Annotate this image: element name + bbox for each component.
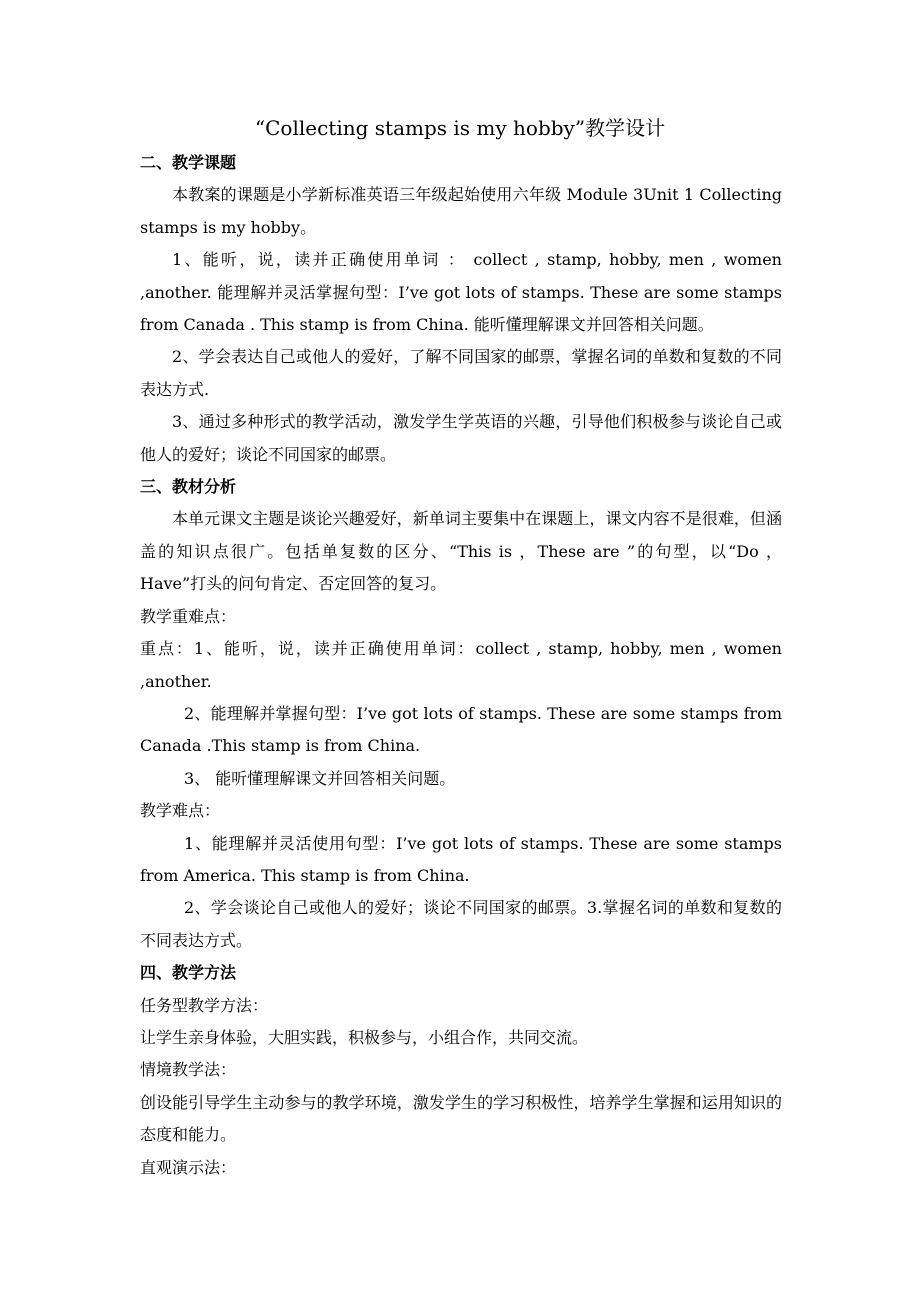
goal-paragraph-1: 1、能听，说，读并正确使用单词 ： collect , stamp, hobby, men , women ,another. 能理解并灵活掌握句型：I’ve got lots of stamps. These are some stamps from Canada . This stamp is from China. 能听懂理解课文并回答相关问题。	[140, 250, 782, 335]
method-3-label: 直观演示法：	[140, 1157, 237, 1177]
topic-intro-paragraph: 本教案的课题是小学新标准英语三年级起始使用六年级 Module 3Unit 1 Collecting stamps is my hobby。	[140, 185, 782, 237]
section-heading-topic: 二、教学课题	[140, 153, 237, 172]
goal-paragraph-3: 3、通过多种形式的教学活动，激发学生学英语的兴趣，引导他们积极参与谈论自己或他人的爱好；谈论不同国家的邮票。	[140, 412, 782, 464]
key-point-1: 重点：1、能听，说，读并正确使用单词：collect , stamp, hobby, men , women ,another.	[140, 639, 782, 691]
difficult-point-2: 2、学会谈论自己或他人的爱好；谈论不同国家的邮票。3.掌握名词的单数和复数的不同表达方式。	[140, 898, 782, 950]
difficult-point-1: 1、能理解并灵活使用句型：I’ve got lots of stamps. These are some stamps from America. This stamp is from China.	[140, 833, 782, 885]
document-title: “Collecting stamps is my hobby”教学设计	[254, 116, 666, 140]
method-2-text: 创设能引导学生主动参与的教学环境，激发学生的学习积极性，培养学生掌握和运用知识的态度和能力。	[140, 1092, 782, 1145]
key-points-label: 教学重难点：	[140, 606, 237, 626]
analysis-paragraph: 本单元课文主题是谈论兴趣爱好，新单词主要集中在课题上，课文内容不是很难，但涵盖的知识点很广。包括单复数的区分、“This is ，These are ”的句型，以“Do ，Have”打头的问句肯定、否定回答的复习。	[140, 509, 782, 594]
method-1-text: 让学生亲身体验，大胆实践，积极参与，小组合作，共同交流。	[140, 1027, 589, 1047]
key-point-3: 3、 能听懂理解课文并回答相关问题。	[184, 768, 456, 788]
difficult-points-label: 教学难点：	[140, 801, 221, 821]
key-point-2: 2、能理解并掌握句型：I’ve got lots of stamps. These are some stamps from Canada .This stamp is from China.	[140, 703, 782, 756]
section-heading-methods: 四、教学方法	[140, 963, 237, 983]
section-heading-analysis: 三、教材分析	[140, 477, 237, 497]
goal-paragraph-2: 2、学会表达自己或他人的爱好，了解不同国家的邮票，掌握名词的单数和复数的不同表达方式.	[140, 347, 782, 399]
method-1-label: 任务型教学方法：	[140, 995, 269, 1015]
method-2-label: 情境教学法：	[140, 1060, 237, 1080]
document-body	[140, 147, 782, 1184]
